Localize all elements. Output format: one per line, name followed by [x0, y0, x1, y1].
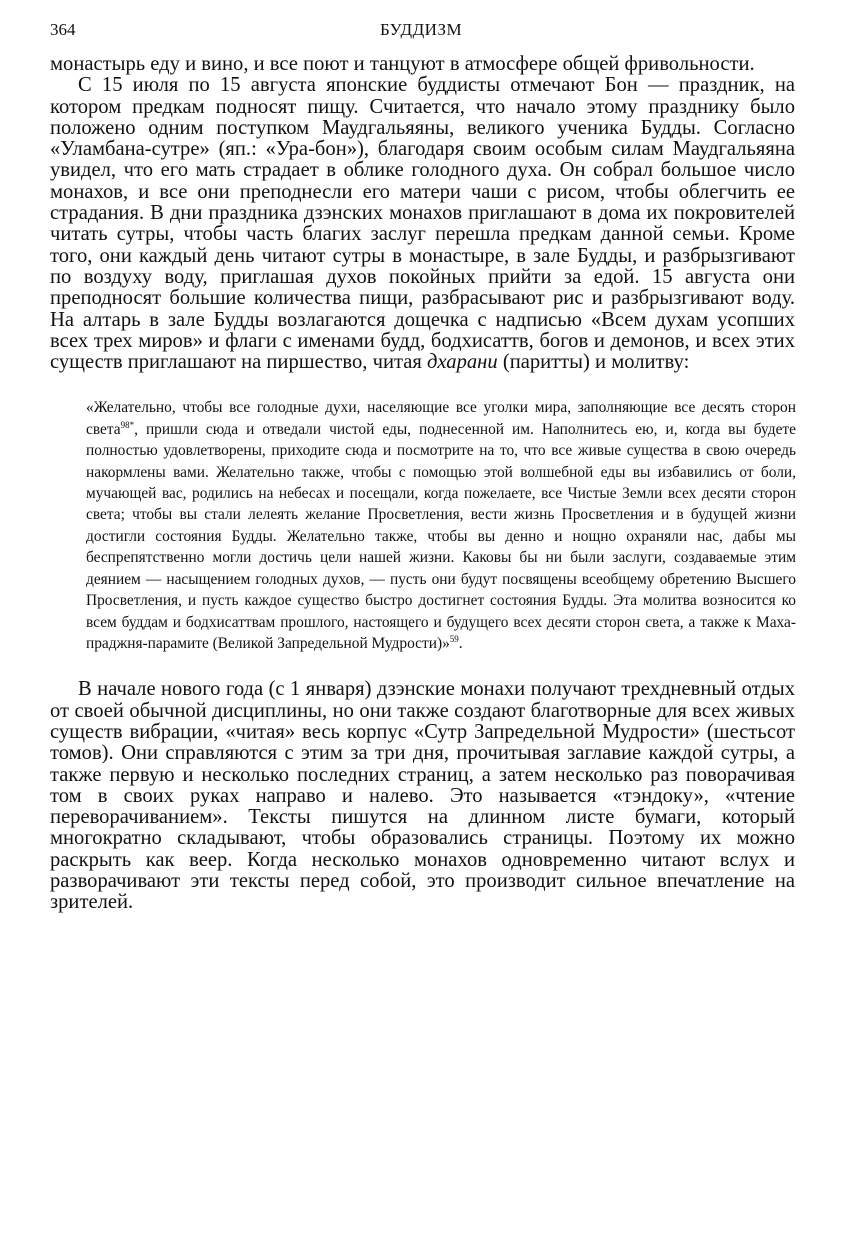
paragraph-bon-text: С 15 июля по 15 августа японские буддисты отмечают Бон — праздник, на котором предкам подносят пищу. Считается, что начало этому празднику было положено одним поступком Маудгальяяны, великого ученика Будды. Согласно «Уламбана-сутре» (яп.: «Ура-бон»), благодаря своим особым силам Маудгальяяна увидел, что его мать страдает в облике голодного духа. Он собрал большое число монахов, и все они преподнесли его матери чаши с рисом, чтобы облегчить ее страдания. В дни праздника дзэнских монахов приглашают в дома их покровителей читать сутры, чтобы часть благих заслуг перешла предкам данной семьи. Кроме того, они каждый день читают сутры в монастыре, в зале Будды, и разбрызгивают по воздуху воду, приглашая духов покойных прийти за едой. 15 августа они преподносят большие количества пищи, разбрасывают рис и разбрызгивают воду. На алтарь в зале Будды возлагаются дощечка с надписью «Всем духам усопших всех трех миров» и флаги с именами будд, бодхисаттв, богов и демонов, и всех этих существ приглашают на пиршество, читая	[50, 74, 795, 374]
paragraph-bon-festival	[50, 75, 795, 373]
quote-text-start: «Желательно, чтобы все голодные духи, населяющие все уголки мира, заполняющие все десять сторон света	[86, 399, 796, 438]
dharani-term: дхарани	[426, 351, 498, 374]
book-page	[50, 18, 795, 914]
footnote-ref-59: 59	[449, 633, 459, 644]
quote-text-main: , пришли сюда и отведали чистой еды, поднесенной им. Наполнитесь ею, и, когда вы будете полностью удовлетворены, приходите сюда и посмотрите на то, что все живые существа в свою очередь накормлены вами. Желательно также, чтобы с помощью этой волшебной еды вы избавились от боли, мучающей вас, родились на небесах и посещали, когда пожелаете, все Чистые Земли всех десяти сторон света; чтобы вы стали лелеять желание Просветления, вести жизнь Просветления и в будущей жизни достигли состояния Будды. Желательно также, чтобы вы денно и нощно охраняли нас, дабы мы беспрепятственно могли достичь цели нашей жизни. Каковы бы ни были заслуги, создаваемые этим деянием — насыщением голодных духов, — пусть они будут посвящены всеобщему обретению Высшего Просветления, и пусть каждое существо быстро достигнет состояния Будды. Эта молитва возносится ко всем буддам и бодхисаттвам прошлого, настоящего и будущего всех десяти сторон света, а также к Маха-праджня-парамите (Великой Запредельной Мудрости)»	[86, 420, 796, 652]
quote-text-end: .	[458, 634, 463, 652]
page-number: 364	[50, 20, 76, 39]
paragraph-new-year: В начале нового года (с 1 января) дзэнские монахи получают трехдневный отдых от своей обычной дисциплины, но они также создают благотворные для всех живых существ вибрации, «читая» весь корпус «Сутр Запредельной Мудрости» (шестьсот томов). Они справляются с этим за три дня, прочитывая заглавие каждой сутры, а также первую и несколько последних страниц, а затем несколько раз поворачивая том в своих руках направо и налево. Это называется «тэндоку», «чтение переворачиванием». Тексты пишутся на длинном листе бумаги, который многократно складывают, чтобы образовались страницы. Поэтому их можно раскрыть как веер. Когда несколько монахов одновременно читают вслух и разворачивают эти тексты перед собой, это производит сильное впечатление на зрителей.	[50, 678, 795, 914]
footnote-ref-98: 98*	[120, 419, 135, 430]
paragraph-continuation: монастырь еду и вино, и все поют и танцуют в атмосфере общей фривольности.	[50, 53, 755, 75]
prayer-quote	[86, 397, 796, 654]
paragraph-bon-ending: (паритты) и молитву:	[502, 351, 690, 374]
running-title: БУДДИЗМ	[380, 20, 463, 39]
running-head	[50, 18, 795, 46]
